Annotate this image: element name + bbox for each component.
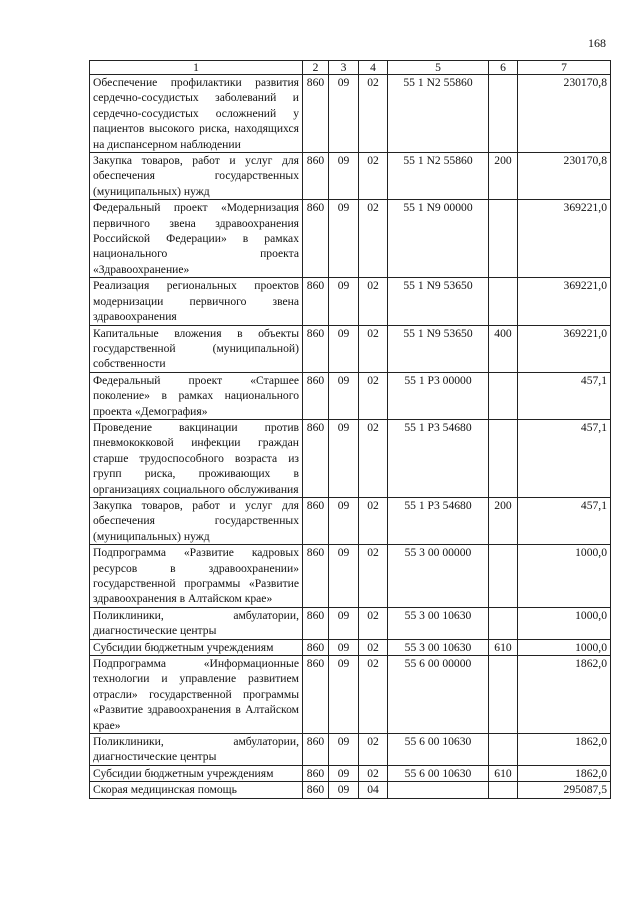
row-admin-code: 860 bbox=[303, 734, 329, 766]
row-amount: 230170,8 bbox=[518, 75, 611, 153]
row-expense-type bbox=[489, 656, 518, 734]
row-expense-type bbox=[489, 782, 518, 798]
header-cell: 1 bbox=[90, 61, 303, 75]
row-admin-code: 860 bbox=[303, 419, 329, 497]
row-subsection: 02 bbox=[359, 200, 388, 278]
row-admin-code: 860 bbox=[303, 607, 329, 639]
row-target-article: 55 6 00 10630 bbox=[388, 765, 489, 781]
row-subsection: 02 bbox=[359, 372, 388, 419]
row-admin-code: 860 bbox=[303, 200, 329, 278]
table-row bbox=[90, 419, 611, 497]
row-target-article: 55 3 00 00000 bbox=[388, 545, 489, 608]
row-name: Проведение вакцинации против пневмококковой инфекции граждан старше трудоспособного возраста из групп риска, проживающих в организациях социального обслуживания bbox=[90, 419, 303, 497]
row-name: Поликлиники, амбулатории, диагностические центры bbox=[90, 734, 303, 766]
row-target-article: 55 1 P3 54680 bbox=[388, 419, 489, 497]
row-subsection: 02 bbox=[359, 545, 388, 608]
row-section: 09 bbox=[329, 782, 359, 798]
row-section: 09 bbox=[329, 278, 359, 325]
table-row bbox=[90, 153, 611, 200]
table-row bbox=[90, 607, 611, 639]
row-target-article: 55 1 N2 55860 bbox=[388, 153, 489, 200]
row-admin-code: 860 bbox=[303, 497, 329, 544]
row-section: 09 bbox=[329, 153, 359, 200]
row-amount: 1000,0 bbox=[518, 639, 611, 655]
table-header-row bbox=[90, 61, 611, 75]
row-target-article: 55 1 N9 53650 bbox=[388, 278, 489, 325]
row-amount: 369221,0 bbox=[518, 325, 611, 372]
row-admin-code: 860 bbox=[303, 278, 329, 325]
table-row bbox=[90, 372, 611, 419]
row-subsection: 02 bbox=[359, 278, 388, 325]
row-name: Скорая медицинская помощь bbox=[90, 782, 303, 798]
row-section: 09 bbox=[329, 372, 359, 419]
header-cell: 3 bbox=[329, 61, 359, 75]
row-target-article: 55 1 N9 00000 bbox=[388, 200, 489, 278]
row-admin-code: 860 bbox=[303, 639, 329, 655]
row-section: 09 bbox=[329, 325, 359, 372]
table-row bbox=[90, 278, 611, 325]
row-expense-type: 400 bbox=[489, 325, 518, 372]
row-expense-type bbox=[489, 734, 518, 766]
header-cell: 4 bbox=[359, 61, 388, 75]
row-expense-type bbox=[489, 545, 518, 608]
row-target-article: 55 3 00 10630 bbox=[388, 639, 489, 655]
row-section: 09 bbox=[329, 656, 359, 734]
table-row bbox=[90, 734, 611, 766]
row-name: Субсидии бюджетным учреждениям bbox=[90, 765, 303, 781]
row-admin-code: 860 bbox=[303, 545, 329, 608]
row-expense-type bbox=[489, 372, 518, 419]
row-name: Капитальные вложения в объекты государственной (муниципальной) собственности bbox=[90, 325, 303, 372]
table-row bbox=[90, 639, 611, 655]
row-name: Обеспечение профилактики развития сердечно-сосудистых заболеваний и сердечно-сосудистых осложнений у пациентов высокого риска, находящихся на диспансерном наблюдении bbox=[90, 75, 303, 153]
row-subsection: 02 bbox=[359, 656, 388, 734]
row-expense-type: 610 bbox=[489, 765, 518, 781]
row-expense-type bbox=[489, 278, 518, 325]
row-expense-type: 200 bbox=[489, 153, 518, 200]
row-expense-type: 610 bbox=[489, 639, 518, 655]
row-target-article: 55 1 N2 55860 bbox=[388, 75, 489, 153]
row-section: 09 bbox=[329, 419, 359, 497]
row-amount: 457,1 bbox=[518, 419, 611, 497]
row-subsection: 02 bbox=[359, 607, 388, 639]
row-section: 09 bbox=[329, 607, 359, 639]
row-name: Подпрограмма «Развитие кадровых ресурсов в здравоохранении» государственной программы «Развитие здравоохранения в Алтайском крае» bbox=[90, 545, 303, 608]
row-subsection: 02 bbox=[359, 419, 388, 497]
row-amount: 457,1 bbox=[518, 372, 611, 419]
row-target-article bbox=[388, 782, 489, 798]
table-row bbox=[90, 497, 611, 544]
row-target-article: 55 6 00 10630 bbox=[388, 734, 489, 766]
row-target-article: 55 1 P3 54680 bbox=[388, 497, 489, 544]
row-amount: 1862,0 bbox=[518, 765, 611, 781]
row-expense-type bbox=[489, 75, 518, 153]
row-admin-code: 860 bbox=[303, 782, 329, 798]
row-section: 09 bbox=[329, 734, 359, 766]
table-row bbox=[90, 75, 611, 153]
budget-table bbox=[89, 60, 611, 799]
row-section: 09 bbox=[329, 75, 359, 153]
row-amount: 369221,0 bbox=[518, 200, 611, 278]
row-target-article: 55 1 P3 00000 bbox=[388, 372, 489, 419]
row-subsection: 02 bbox=[359, 734, 388, 766]
row-admin-code: 860 bbox=[303, 765, 329, 781]
row-section: 09 bbox=[329, 200, 359, 278]
table-row bbox=[90, 782, 611, 798]
row-amount: 295087,5 bbox=[518, 782, 611, 798]
header-cell: 5 bbox=[388, 61, 489, 75]
row-target-article: 55 6 00 00000 bbox=[388, 656, 489, 734]
row-admin-code: 860 bbox=[303, 372, 329, 419]
row-name: Федеральный проект «Старшее поколение» в рамках национального проекта «Демография» bbox=[90, 372, 303, 419]
header-cell: 6 bbox=[489, 61, 518, 75]
row-subsection: 02 bbox=[359, 325, 388, 372]
row-target-article: 55 1 N9 53650 bbox=[388, 325, 489, 372]
row-expense-type bbox=[489, 419, 518, 497]
header-cell: 7 bbox=[518, 61, 611, 75]
row-amount: 230170,8 bbox=[518, 153, 611, 200]
row-subsection: 02 bbox=[359, 497, 388, 544]
row-section: 09 bbox=[329, 545, 359, 608]
table-row bbox=[90, 765, 611, 781]
row-name: Реализация региональных проектов модернизации первичного звена здравоохранения bbox=[90, 278, 303, 325]
row-expense-type bbox=[489, 607, 518, 639]
row-name: Закупка товаров, работ и услуг для обеспечения государственных (муниципальных) нужд bbox=[90, 497, 303, 544]
row-name: Федеральный проект «Модернизация первичного звена здравоохранения Российской Федерации» в рамках национального проекта «Здравоохранение» bbox=[90, 200, 303, 278]
row-name: Поликлиники, амбулатории, диагностические центры bbox=[90, 607, 303, 639]
row-subsection: 02 bbox=[359, 75, 388, 153]
row-subsection: 02 bbox=[359, 639, 388, 655]
row-name: Субсидии бюджетным учреждениям bbox=[90, 639, 303, 655]
table-row bbox=[90, 200, 611, 278]
row-section: 09 bbox=[329, 639, 359, 655]
row-target-article: 55 3 00 10630 bbox=[388, 607, 489, 639]
page-number: 168 bbox=[588, 36, 606, 50]
row-name: Закупка товаров, работ и услуг для обеспечения государственных (муниципальных) нужд bbox=[90, 153, 303, 200]
row-subsection: 02 bbox=[359, 153, 388, 200]
row-amount: 1000,0 bbox=[518, 607, 611, 639]
row-admin-code: 860 bbox=[303, 153, 329, 200]
row-subsection: 02 bbox=[359, 765, 388, 781]
row-amount: 1862,0 bbox=[518, 656, 611, 734]
table-row bbox=[90, 656, 611, 734]
row-amount: 1000,0 bbox=[518, 545, 611, 608]
row-subsection: 04 bbox=[359, 782, 388, 798]
row-name: Подпрограмма «Информационные технологии и управление развитием отрасли» государственной программы «Развитие здравоохранения в Алтайском крае» bbox=[90, 656, 303, 734]
row-expense-type: 200 bbox=[489, 497, 518, 544]
row-admin-code: 860 bbox=[303, 75, 329, 153]
header-cell: 2 bbox=[303, 61, 329, 75]
row-section: 09 bbox=[329, 765, 359, 781]
row-section: 09 bbox=[329, 497, 359, 544]
row-amount: 369221,0 bbox=[518, 278, 611, 325]
row-admin-code: 860 bbox=[303, 656, 329, 734]
row-amount: 1862,0 bbox=[518, 734, 611, 766]
row-expense-type bbox=[489, 200, 518, 278]
row-admin-code: 860 bbox=[303, 325, 329, 372]
table-row bbox=[90, 325, 611, 372]
table-row bbox=[90, 545, 611, 608]
row-amount: 457,1 bbox=[518, 497, 611, 544]
